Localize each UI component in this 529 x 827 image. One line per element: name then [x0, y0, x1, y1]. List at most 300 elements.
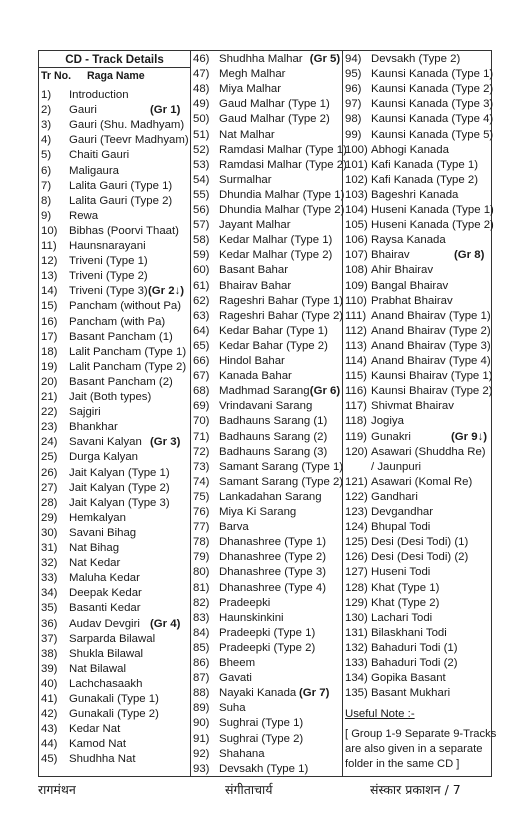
track-row: [191, 505, 342, 520]
track-number: 20): [41, 375, 58, 388]
raga-name: Devsakh (Type 1): [219, 762, 309, 775]
track-number: 61): [193, 279, 210, 292]
track-number: 39): [41, 662, 58, 675]
raga-name: Basant Pancham (2): [69, 375, 173, 388]
track-row: [343, 112, 493, 127]
track-row: [191, 52, 342, 67]
raga-name: Anand Bhairav (Type 1): [371, 309, 491, 322]
track-row: [39, 209, 190, 224]
raga-name: Samant Sarang (Type 2): [219, 475, 344, 488]
raga-name: Anand Bhairav (Type 3): [371, 339, 491, 352]
track-number: 44): [41, 738, 58, 751]
note-title: Useful Note :-: [345, 708, 415, 721]
raga-name: Huseni Kanada (Type 2): [371, 219, 494, 232]
track-number: 103): [345, 188, 368, 201]
track-number: 55): [193, 188, 210, 201]
column-3: [343, 51, 497, 776]
raga-name: Huseni Todi: [371, 566, 431, 579]
track-row: [343, 460, 493, 475]
track-row: [343, 475, 493, 490]
table-title: CD - Track Details: [65, 53, 164, 66]
track-number: 102): [345, 173, 368, 186]
track-number: 13): [41, 270, 58, 283]
track-row: [191, 218, 342, 233]
track-row: [39, 571, 190, 586]
track-row: [343, 233, 493, 248]
raga-name: Gandhari: [371, 490, 418, 503]
raga-name: Rewa: [69, 209, 99, 222]
raga-name: Gunakali (Type 2): [69, 708, 159, 721]
track-row: [191, 188, 345, 203]
raga-name: Bahaduri Todi (2): [371, 657, 458, 669]
track-number: 130): [345, 611, 368, 624]
track-row: [343, 505, 493, 520]
track-row: [39, 254, 190, 269]
raga-name: Devgandhar: [371, 506, 434, 518]
track-row: [39, 330, 190, 345]
raga-name: Pradeepki (Type 2): [219, 641, 316, 654]
track-row: [343, 656, 493, 671]
track-row: [343, 128, 493, 143]
track-number: 51): [193, 128, 210, 141]
raga-name: Sarparda Bilawal: [69, 632, 156, 645]
track-number: 126): [345, 551, 368, 564]
track-row: [343, 97, 493, 112]
track-row: [191, 248, 342, 263]
raga-name: Bangal Bhairav: [371, 279, 449, 292]
track-row: [191, 173, 342, 188]
raga-name: Gunakri: [371, 430, 411, 443]
raga-name: Rageshri Bahar (Type 1): [219, 294, 344, 307]
raga-name: Hindol Bahar: [219, 355, 285, 367]
raga-name: Bhairav: [371, 249, 410, 262]
track-number: 49): [193, 98, 210, 111]
raga-name: Kaunsi Bhairav (Type 2): [371, 385, 493, 398]
track-row: [343, 218, 493, 233]
track-row: [39, 466, 190, 481]
column-2: [191, 51, 347, 776]
raga-name: Kaunsi Kanada (Type 3): [371, 98, 494, 111]
track-number: 65): [193, 339, 210, 352]
track-number: 27): [41, 481, 58, 494]
track-row: [343, 520, 493, 535]
track-row: [39, 118, 190, 133]
raga-name: Khat (Type 2): [371, 596, 440, 609]
raga-name: Bibhas (Poorvi Thaat): [69, 224, 179, 237]
raga-name: Madhmad Sarang: [219, 385, 310, 398]
track-row: [191, 490, 342, 505]
footer-right: संस्कार प्रकाशन / 7: [370, 782, 461, 797]
raga-name: Dhanashree (Type 2): [219, 551, 327, 564]
track-row: [39, 360, 190, 375]
raga-name: Miya Malhar: [219, 83, 282, 96]
raga-name: Anand Bhairav (Type 2): [371, 324, 491, 337]
track-row: [191, 324, 342, 339]
track-number: 114): [345, 355, 367, 367]
track-row: [39, 375, 190, 390]
group-marker: (Gr 7): [299, 687, 330, 700]
track-number: 22): [41, 406, 58, 419]
track-number: 41): [41, 693, 58, 705]
track-number: 46): [193, 53, 210, 65]
group-marker: (Gr 2↓): [148, 285, 185, 298]
track-number: 78): [193, 536, 210, 549]
track-number: 9): [41, 209, 52, 222]
raga-name: Jogiya: [371, 415, 404, 428]
raga-name: Durga Kalyan: [69, 451, 139, 464]
track-number: 115): [345, 370, 367, 383]
track-row: [343, 565, 493, 580]
raga-name: Kedar Malhar (Type 2): [219, 249, 333, 262]
raga-name: Rageshri Bahar (Type 2): [219, 309, 344, 322]
track-row: [191, 384, 342, 399]
track-number: 63): [193, 309, 210, 322]
track-number: 94): [345, 53, 362, 65]
track-row: [343, 414, 493, 429]
raga-name: Gauri: [69, 104, 97, 117]
track-row: [191, 430, 342, 445]
raga-name: Bheem: [219, 657, 256, 669]
track-number: 86): [193, 657, 210, 669]
track-row: [343, 52, 493, 67]
track-row: [191, 475, 342, 490]
raga-name: Abhogi Kanada: [371, 143, 449, 156]
track-row: [343, 399, 493, 414]
track-number: 10): [41, 224, 58, 237]
raga-name: Triveni (Type 2): [69, 270, 148, 283]
track-number: 125): [345, 536, 368, 549]
track-row: [39, 390, 190, 405]
raga-name: Lalit Pancham (Type 2): [69, 360, 187, 373]
raga-name: Kamod Nat: [69, 738, 126, 751]
raga-name: Introduction: [69, 89, 129, 101]
track-row: [343, 686, 493, 701]
track-number: 98): [345, 113, 362, 126]
track-row: [191, 656, 342, 671]
track-row: [191, 309, 342, 324]
track-row: [39, 601, 190, 616]
raga-name: Khat (Type 1): [371, 581, 440, 594]
raga-name: Haunskinkini: [219, 611, 284, 624]
track-row: [39, 133, 190, 148]
group-marker: (Gr 1): [150, 104, 181, 117]
track-row: [343, 611, 493, 626]
track-row: [343, 369, 493, 384]
track-number: 2): [41, 104, 52, 117]
raga-name: Vrindavani Sarang: [219, 400, 313, 413]
raga-name: Bhankhar: [69, 421, 118, 434]
track-number: 12): [41, 255, 58, 268]
track-row: [191, 263, 342, 278]
raga-name: Hemkalyan: [69, 511, 126, 524]
track-number: 112): [345, 324, 367, 337]
track-row: [191, 399, 342, 414]
track-row: [39, 103, 190, 118]
raga-name: Basanti Kedar: [69, 602, 141, 615]
track-row: [39, 239, 190, 254]
raga-name: Prabhat Bhairav: [371, 294, 453, 307]
track-number: 111): [345, 309, 367, 322]
raga-name: Kedar Bahar (Type 2): [219, 339, 328, 352]
track-row: [191, 128, 342, 143]
header-track-number: Tr No.: [41, 70, 72, 82]
raga-name: Lalita Gauri (Type 1): [69, 179, 173, 192]
track-number: 85): [193, 641, 210, 654]
track-row: [191, 671, 342, 686]
track-number: 77): [193, 521, 210, 534]
raga-name: Pradeepki: [219, 596, 271, 609]
track-number: 38): [41, 647, 58, 660]
track-row: [191, 686, 342, 701]
raga-name: Sughrai (Type 1): [219, 717, 304, 730]
track-number: 5): [41, 149, 52, 162]
raga-name: Devsakh (Type 2): [371, 53, 461, 65]
track-row: [343, 596, 493, 611]
track-row: [191, 279, 342, 294]
track-number: 109): [345, 279, 368, 292]
track-row: [343, 490, 493, 505]
track-row: [39, 647, 190, 662]
track-number: 23): [41, 421, 58, 434]
raga-name: Asawari (Shuddha Re): [371, 445, 486, 458]
track-number: 29): [41, 511, 58, 524]
raga-name: Sajgiri: [69, 406, 101, 419]
track-number: 122): [345, 490, 368, 503]
raga-name: Badhauns Sarang (3): [219, 445, 328, 458]
raga-name: Chaiti Gauri: [69, 149, 130, 162]
raga-name: Jayant Malhar: [219, 219, 291, 232]
raga-name: Nat Bihag: [69, 542, 120, 554]
track-row: [39, 617, 190, 632]
raga-name: Pancham (without Pa): [69, 300, 182, 313]
footer-left: रागमंथन: [38, 782, 76, 797]
track-row: [39, 269, 190, 284]
track-row: [39, 450, 190, 465]
track-row: [343, 550, 493, 565]
track-row: [191, 460, 342, 475]
track-row: [39, 692, 190, 707]
note-line: [ Group 1-9 Separate 9-Tracks: [345, 728, 497, 741]
raga-name: Surmalhar: [219, 173, 272, 186]
track-row: [343, 294, 493, 309]
track-number: 129): [345, 596, 368, 609]
raga-name: Lankadahan Sarang: [219, 490, 322, 503]
track-row: [343, 339, 493, 354]
group-marker: (Gr 4): [150, 617, 181, 630]
track-number: 30): [41, 526, 58, 539]
track-row: [39, 88, 190, 103]
track-number: 1): [41, 89, 52, 101]
raga-name: Ramdasi Malhar (Type 1): [219, 143, 347, 156]
group-marker: (Gr 6): [309, 385, 341, 398]
raga-name: Maligaura: [69, 164, 120, 177]
track-number: 134): [345, 672, 368, 685]
track-number: 123): [345, 506, 368, 518]
raga-name: Pradeepki (Type 1): [219, 626, 316, 639]
track-row: [39, 194, 190, 209]
track-row: [191, 339, 342, 354]
track-number: 101): [345, 158, 368, 171]
track-number: 59): [193, 249, 210, 262]
raga-name: Gopika Basant: [371, 672, 446, 685]
raga-name: Desi (Desi Todi) (1): [371, 536, 469, 549]
track-number: 33): [41, 572, 58, 585]
track-number: 50): [193, 113, 210, 126]
track-row: [39, 752, 190, 767]
track-row: [343, 173, 493, 188]
group-marker: (Gr 9↓): [451, 430, 488, 443]
track-row: [343, 309, 493, 324]
raga-name: Nat Bilawal: [69, 662, 126, 675]
track-number: 7): [41, 179, 52, 192]
track-row: [191, 414, 342, 429]
track-number: 67): [193, 370, 210, 383]
track-row: [39, 420, 190, 435]
raga-name: Pancham (with Pa): [69, 315, 166, 328]
track-number: 132): [345, 641, 368, 654]
track-number: 83): [193, 611, 210, 624]
track-row: [191, 762, 342, 777]
raga-name: Basant Pancham (1): [69, 330, 173, 343]
track-number: 52): [193, 143, 210, 156]
track-number: 28): [41, 496, 58, 509]
track-row: [343, 641, 493, 656]
track-number: 71): [193, 430, 210, 443]
track-row: [191, 203, 345, 218]
track-number: 19): [41, 360, 58, 373]
raga-name: Savani Kalyan: [69, 436, 142, 449]
track-number: 131): [345, 626, 368, 639]
track-row: [343, 671, 493, 686]
track-row: [39, 224, 190, 239]
raga-name: Dhundia Malhar (Type 1): [219, 188, 345, 201]
track-number: 37): [41, 632, 58, 645]
raga-name: Kafi Kanada (Type 1): [371, 158, 479, 171]
track-row: [343, 82, 493, 97]
track-row: [343, 188, 493, 203]
track-row: [191, 716, 342, 731]
track-row: [343, 581, 493, 596]
track-number: 74): [193, 475, 210, 488]
track-number: 92): [193, 747, 210, 760]
raga-name: Kafi Kanada (Type 2): [371, 173, 479, 186]
track-number: 82): [193, 596, 210, 609]
group-marker: (Gr 5): [309, 53, 341, 65]
track-number: 17): [41, 330, 58, 343]
track-row: [39, 284, 190, 299]
track-row: [191, 82, 342, 97]
track-number: 91): [193, 732, 210, 745]
track-number: 31): [41, 542, 58, 554]
track-number: 8): [41, 194, 52, 207]
raga-name: Barva: [219, 521, 249, 534]
track-number: 26): [41, 466, 58, 479]
raga-name: Lachari Todi: [371, 611, 433, 624]
raga-name: Basant Bahar: [219, 264, 289, 277]
track-number: 95): [345, 68, 362, 81]
track-row: [191, 158, 347, 173]
track-row: [39, 164, 190, 179]
track-number: 40): [41, 677, 58, 690]
raga-name: Dhanashree (Type 1): [219, 536, 327, 549]
track-number: 120): [345, 445, 368, 458]
raga-name: Dhanashree (Type 3): [219, 566, 327, 579]
track-number: 34): [41, 587, 58, 600]
track-number: 76): [193, 506, 210, 518]
track-number: 105): [345, 219, 368, 232]
track-number: 3): [41, 119, 52, 132]
track-number: 6): [41, 164, 52, 177]
raga-name: Nat Kedar: [69, 557, 121, 570]
raga-name: Basant Mukhari: [371, 687, 451, 700]
track-row: [191, 732, 342, 747]
track-row: [39, 541, 190, 556]
track-number: 88): [193, 687, 210, 700]
track-number: 53): [193, 158, 210, 171]
raga-name: Shivmat Bhairav: [371, 400, 454, 413]
track-row: [39, 148, 190, 163]
track-number: 36): [41, 617, 58, 630]
track-row: [343, 279, 493, 294]
raga-name: Suha: [219, 702, 246, 715]
track-number: 135): [345, 687, 368, 700]
raga-name: Megh Malhar: [219, 68, 286, 81]
raga-name: Jait (Both types): [69, 391, 152, 403]
note-line: are also given in a separate: [345, 743, 483, 756]
track-row: [191, 596, 342, 611]
track-row: [191, 67, 342, 82]
track-row: [343, 384, 493, 399]
track-number: 87): [193, 672, 210, 685]
raga-name: Gunakali (Type 1): [69, 693, 159, 705]
track-number: 89): [193, 702, 210, 715]
track-row: [39, 345, 190, 360]
track-number: 133): [345, 657, 368, 669]
track-row: [343, 626, 493, 641]
track-row: [39, 511, 190, 526]
raga-name: Anand Bhairav (Type 4): [371, 355, 491, 367]
track-row: [343, 354, 493, 369]
raga-name: Shudhha Nat: [69, 753, 136, 766]
raga-name: Sughrai (Type 2): [219, 732, 304, 745]
track-row: [191, 97, 342, 112]
raga-name: / Jaunpuri: [371, 460, 422, 473]
track-number: 97): [345, 98, 362, 111]
track-row: [191, 581, 342, 596]
track-number: 62): [193, 294, 210, 307]
raga-name: Nayaki Kanada: [219, 687, 297, 700]
raga-name: Gauri (Teevr Madhyam): [69, 134, 189, 147]
track-number: 81): [193, 581, 210, 594]
track-row: [191, 535, 342, 550]
raga-name: Kaunsi Kanada (Type 4): [371, 113, 494, 126]
track-row: [39, 299, 190, 314]
track-number: 70): [193, 415, 210, 428]
raga-name: Dhundia Malhar (Type 2): [219, 204, 345, 216]
track-row: [343, 67, 493, 82]
track-number: 107): [345, 249, 368, 262]
raga-name: Bilaskhani Todi: [371, 626, 447, 639]
track-row: [191, 445, 342, 460]
header-raga-name: Raga Name: [87, 70, 145, 82]
track-number: 48): [193, 83, 210, 96]
raga-name: Ramdasi Malhar (Type 2): [219, 158, 347, 171]
track-number: 79): [193, 551, 210, 564]
raga-name: Badhauns Sarang (2): [219, 430, 328, 443]
track-number: 118): [345, 415, 367, 428]
raga-name: Savani Bihag: [69, 526, 137, 539]
column-1: [39, 51, 190, 776]
